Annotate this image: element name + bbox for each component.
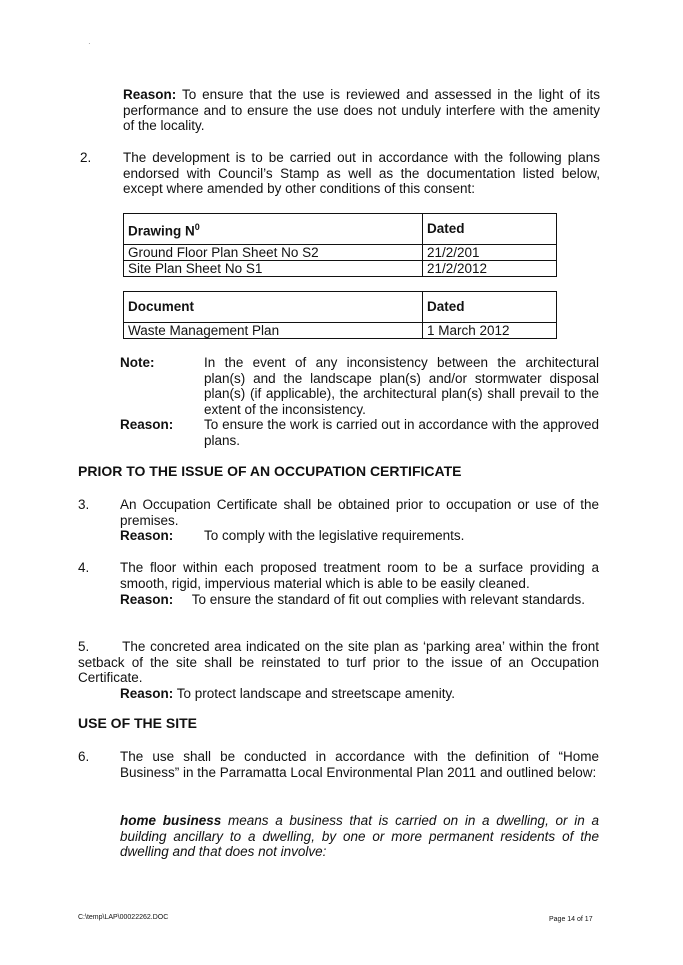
condition-3-number: 3.	[78, 497, 90, 512]
note-reason-text: To ensure the work is carried out in accordance with the approved plans.	[204, 417, 599, 448]
home-business-definition	[120, 813, 599, 860]
drawings-table	[123, 213, 557, 277]
drawing-date: 21/2/201	[423, 245, 557, 261]
condition-3-reason-label: Reason:	[120, 528, 174, 543]
document-date: 1 March 2012	[423, 323, 557, 339]
documents-col-dated: Dated	[423, 292, 557, 323]
note-reason-label: Reason:	[120, 417, 174, 432]
reason-block-1	[123, 87, 600, 134]
condition-4-reason-label: Reason:	[120, 592, 174, 607]
table-row	[124, 323, 557, 339]
note-label: Note:	[120, 355, 155, 370]
condition-5-reason	[120, 686, 455, 702]
condition-2-number: 2.	[80, 150, 92, 165]
footer-file-path: C:\temp\LAP\00022262.DOC	[78, 914, 169, 921]
condition-6-number: 6.	[78, 749, 90, 764]
condition-5-reason-text: To protect landscape and streetscape amenity.	[176, 686, 455, 701]
condition-5-number: 5.	[78, 639, 90, 654]
condition-4-reason-text: To ensure the standard of fit out complies with relevant standards.	[191, 592, 585, 607]
condition-4-text: The floor within each proposed treatment room to be a surface providing a smooth, rigid, impervious material which is able to be easily cleaned.	[120, 560, 599, 591]
condition-2-text: The development is to be carried out in accordance with the following plans endorsed with Council’s Stamp as well as the documentation listed below, except where amended by other conditions of this consent:	[123, 150, 600, 196]
documents-table	[123, 291, 557, 339]
condition-5-text: The concreted area indicated on the site plan as ‘parking area’ within the front setback of the site shall be reinstated to turf prior to the issue of an Occupation Certificate.	[78, 639, 599, 685]
definition-term: home business	[120, 813, 222, 828]
condition-5-text-block	[78, 639, 599, 686]
condition-4-number: 4.	[78, 560, 90, 575]
document-name: Waste Management Plan	[124, 323, 423, 339]
condition-5-reason-label: Reason:	[120, 686, 174, 701]
drawing-name: Site Plan Sheet No S1	[124, 261, 423, 277]
reason-label: Reason:	[123, 87, 177, 102]
footer-page-number: Page 14 of 17	[549, 916, 593, 923]
drawing-date: 21/2/2012	[423, 261, 557, 277]
condition-3-text: An Occupation Certificate shall be obtained prior to occupation or use of the premises.	[120, 497, 599, 528]
heading-occupation-certificate: PRIOR TO THE ISSUE OF AN OCCUPATION CERTIFICATE	[78, 463, 462, 479]
condition-4-reason	[120, 592, 599, 608]
drawing-no-label: Drawing N	[128, 223, 195, 238]
documents-table-header	[124, 292, 557, 323]
table-row	[124, 261, 557, 277]
condition-6-text: The use shall be conducted in accordance with the definition of “Home Business” in the Parramatta Local Environmental Plan 2011 and outlined below:	[120, 749, 599, 780]
drawings-col-dated: Dated	[423, 214, 557, 245]
definition-text: means a business that is carried on in a dwelling, or in a building ancillary to a dwelling, by one or more permanent residents of the dwelling and that does not involve:	[120, 813, 599, 859]
reason-text: To ensure that the use is reviewed and assessed in the light of its performance and to ensure the use does not unduly interfere with the amenity of the locality.	[123, 87, 600, 133]
condition-3-reason-text: To comply with the legislative requirements.	[204, 528, 465, 543]
note-text: In the event of any inconsistency between the architectural plan(s) and the landscape plan(s) and/or stormwater disposal plan(s) (if applicable), the architectural plan(s) shall prevail to the extent of the inconsistency.	[204, 355, 599, 417]
drawing-no-superscript: 0	[194, 221, 200, 232]
table-row	[124, 245, 557, 261]
drawings-table-header	[124, 214, 557, 245]
heading-use-of-site: USE OF THE SITE	[78, 715, 198, 731]
drawings-col-drawing	[124, 214, 423, 245]
drawing-name: Ground Floor Plan Sheet No S2	[124, 245, 423, 261]
stray-mark: ·	[88, 39, 91, 48]
documents-col-document: Document	[124, 292, 423, 323]
